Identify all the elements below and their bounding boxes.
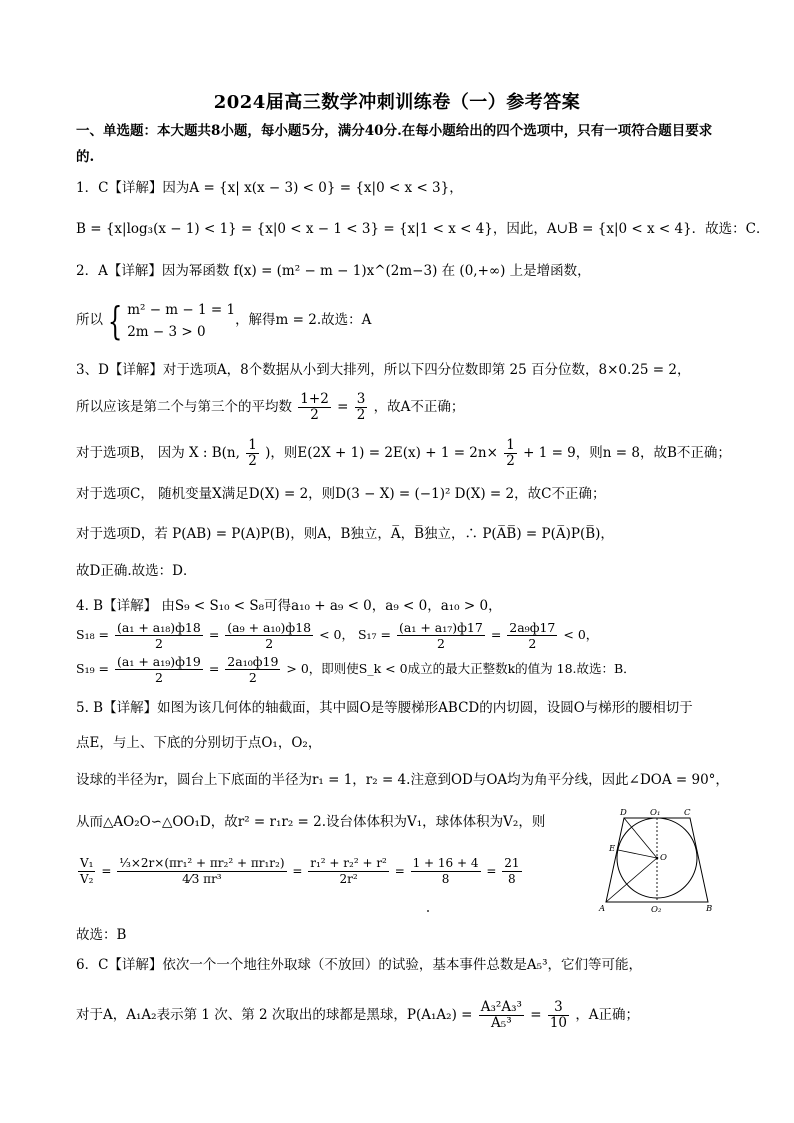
fraction	[355, 392, 368, 423]
equals: =	[490, 627, 502, 642]
center-point	[656, 857, 659, 860]
q3-line1: 3、D【详解】对于选项A，8个数据从小到大排列，所以下四分位数即第 25 百分位数，8×0.25 = 2，	[76, 362, 691, 378]
q6-line1: 6．C【详解】依次一个一个地往外取球（不放回）的试验，基本事件总数是A₅³，它们等可能，	[76, 957, 642, 973]
stray-dot	[427, 910, 429, 912]
q5-volume-ratio	[76, 846, 524, 896]
numerator: 21	[504, 856, 520, 870]
numerator: 2a₁₀ф19	[227, 654, 279, 669]
equals: =	[208, 661, 220, 676]
denominator: 2	[265, 636, 274, 651]
q4-text: S₁₉ =	[76, 661, 110, 676]
fraction	[115, 654, 203, 685]
denominator: 4⁄3 πr³	[182, 872, 222, 886]
section-heading: 一、单选题：本大题共8小题，每小题5分，满分40分.在每小题给出的四个选项中，只有一项符合题目要求的.	[76, 123, 713, 165]
q4-line1: 4. B【详解】 由S₉ < S₁₀ < S₈可得a₁₀ + a₉ < 0，a₉ < 0，a₁₀ > 0，	[76, 598, 502, 614]
denominator: 2	[154, 670, 163, 685]
q2-suffix: ，解得m = 2.故选：A	[235, 312, 372, 328]
label-o: O	[660, 853, 667, 863]
q4-text: < 0，	[563, 627, 599, 642]
denominator: 10	[549, 1015, 568, 1031]
q5-line6: 故选：B	[76, 927, 127, 943]
numerator: (a₁ + a₁₈)ф18	[117, 620, 201, 635]
fraction	[246, 438, 259, 469]
denominator: 2	[310, 407, 319, 423]
denominator: A₅³	[491, 1015, 512, 1031]
q4-text: S₁₈ =	[76, 627, 110, 642]
equals: =	[486, 864, 497, 878]
fraction	[479, 1000, 524, 1031]
q2-system	[127, 299, 235, 343]
q2-line2	[76, 298, 371, 343]
label-c: C	[684, 808, 691, 818]
fraction	[298, 392, 331, 423]
q3-text: + 1 = 9，则n = 8，故B不正确；	[523, 445, 731, 461]
q2-prefix: 所以	[76, 312, 103, 328]
q6-text: 对于A，A₁A₂表示第 1 次、第 2 次取出的球都是黑球，P(A₁A₂) =	[76, 1007, 473, 1023]
page-title: 2024届高三数学冲刺训练卷（一）参考答案	[213, 92, 581, 113]
numerator: r₁² + r₂² + r²	[310, 856, 387, 870]
q3-text: ，故A不正确；	[373, 399, 465, 415]
denominator: 2	[436, 636, 445, 651]
fraction	[548, 1000, 569, 1031]
brace-symbol: {	[107, 298, 123, 343]
denominator: V₂	[80, 872, 94, 886]
q4-line3	[76, 652, 636, 686]
fraction	[115, 620, 203, 651]
fraction	[507, 620, 557, 651]
fraction	[225, 654, 280, 685]
numerator: 1	[506, 437, 515, 453]
q4-text: > 0，即则使S_k < 0成立的最大正整数k的值为 18.故选：B．	[286, 661, 636, 676]
q3-text: 对于选项B， 因为 X : B(n,	[76, 445, 240, 461]
numerator: (a₁ + a₁₉)ф19	[117, 654, 201, 669]
fraction	[504, 438, 517, 469]
q5-line2: 点E，与上、下底的分别切于点O₁，O₂，	[76, 735, 322, 751]
numerator: 3	[548, 1000, 569, 1016]
fraction	[397, 620, 485, 651]
q5-line4: 从而△AO₂O∽△OO₁D，故r² = r₁r₂ = 2.设台体体积为V₁，球体体积为V₂，则	[76, 814, 546, 830]
numerator: A₃²A₃³	[480, 999, 522, 1015]
q2-eq2: 2m − 3 > 0	[127, 323, 206, 340]
q3-line3	[76, 436, 731, 470]
q1-line1: 1．C【详解】因为A = {x| x(x − 3) < 0} = {x|0 < x < 3}，	[76, 180, 463, 196]
equals: =	[530, 1007, 542, 1023]
denominator: 2	[528, 636, 537, 651]
denominator: 8	[508, 872, 516, 886]
numerator: ⅓×2r×(πr₁² + πr₂² + πr₁r₂)	[119, 856, 285, 870]
q4-text: S₁₇ =	[357, 627, 392, 642]
fraction	[78, 856, 95, 887]
equals: =	[292, 864, 303, 878]
fraction	[225, 620, 313, 651]
q6-line2	[76, 996, 639, 1034]
q5-line3: 设球的半径为r，圆台上下底面的半径为r₁ = 1，r₂ = 4.注意到OD与OA均为角平分线，因此∠DOA = 90°，	[76, 772, 729, 788]
q6-text: ，A正确；	[575, 1007, 640, 1023]
equals: =	[101, 864, 112, 878]
label-b: B	[706, 904, 713, 914]
q4-line2	[76, 618, 598, 652]
label-a: A	[599, 904, 606, 914]
label-e: E	[609, 844, 616, 854]
label-d: D	[620, 808, 627, 818]
denominator: 8	[441, 872, 450, 886]
numerator: V₁	[80, 856, 94, 870]
equals: =	[208, 627, 220, 642]
equals: =	[337, 399, 349, 415]
q1-line2: B = {x|log₃(x − 1) < 1} = {x|0 < x − 1 < 3} = {x|1 < x < 4}，因此，A∪B = {x|0 < x < 4}．故选：C．	[76, 221, 770, 237]
fraction	[308, 856, 389, 887]
denominator: 2	[154, 636, 163, 651]
numerator: (a₉ + a₁₀)ф18	[227, 620, 312, 635]
numerator: 3	[356, 391, 366, 407]
q3-line2	[76, 390, 464, 424]
fraction	[117, 856, 286, 887]
denominator: 2r²	[339, 872, 358, 886]
q4-text: < 0，	[319, 627, 354, 642]
denominator: 2	[356, 407, 366, 423]
label-o2: O₂	[651, 905, 662, 914]
numerator: 2a₉ф17	[509, 620, 556, 635]
denominator: 2	[248, 670, 257, 685]
q3-line4: 对于选项C， 随机变量X满足D(X) = 2，则D(3 − X) = (−1)² D(X) = 2，故C不正确；	[76, 486, 606, 502]
q3-text: 所以应该是第二个与第三个的平均数	[76, 399, 292, 415]
q2-eq1: m² − m − 1 = 1	[127, 301, 236, 318]
q2-line1: 2．A【详解】因为幂函数 f(x) = (m² − m − 1)x^(2m−3) 在 (0,+∞) 上是增函数，	[76, 263, 591, 279]
denominator: 2	[506, 453, 515, 469]
fraction	[411, 856, 481, 887]
q5-line1: 5. B【详解】如图为该几何体的轴截面，其中圆O是等腰梯形ABCD的内切圆，设圆O与梯形的腰相切于	[76, 700, 693, 716]
numerator: 1 + 16 + 4	[412, 856, 479, 870]
numerator: 1	[248, 437, 257, 453]
numerator: 1+2	[300, 391, 329, 407]
q3-line6: 故D正确.故选：D．	[76, 563, 197, 579]
q3-text: )，则E(2X + 1) = 2E(x) + 1 = 2n×	[265, 445, 498, 461]
fraction	[502, 856, 521, 887]
denominator: 2	[248, 453, 257, 469]
q3-line5: 对于选项D，若 P(AB) = P(A)P(B)，则A，B独立，A̅，B̅独立，∴ P(A̅B̅) = P(A̅)P(B̅)，	[76, 526, 614, 542]
trapezoid-incircle-figure	[598, 806, 718, 914]
label-o1: O₁	[650, 808, 661, 818]
numerator: (a₁ + a₁₇)ф17	[399, 620, 483, 635]
equals: =	[394, 864, 405, 878]
